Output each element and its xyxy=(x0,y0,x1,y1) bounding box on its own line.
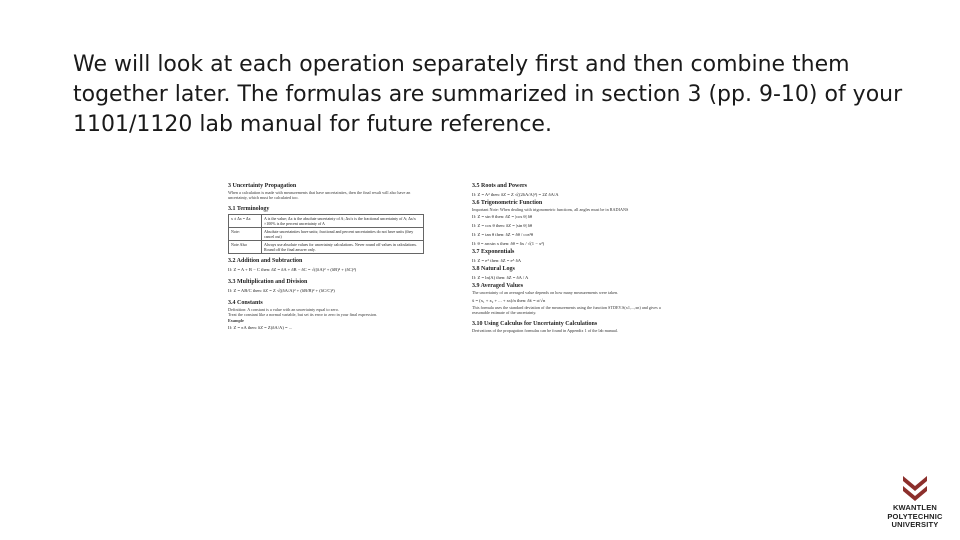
manual-page-right xyxy=(472,182,674,452)
terminology-table xyxy=(228,214,424,254)
kpu-logo xyxy=(880,470,950,534)
calculus-text: Derivations of the propagation formulas can be found in Appendix 1 of the lab manual. xyxy=(472,327,618,333)
constants-heading: 3.4 Constants xyxy=(228,299,263,306)
terminology-heading: 3.1 Terminology xyxy=(228,205,270,212)
table-cell: Always use absolute values for uncertainty calculations. Never round off values in calculations. Round off the final answer only. xyxy=(262,240,424,253)
trig-note: Important Note: When dealing with trigonometric functions, all angles must be in RADIANS xyxy=(472,207,629,212)
exponentials-heading: 3.7 Exponentials xyxy=(472,249,515,256)
table-cell: Note: xyxy=(229,227,262,240)
trig-formula: If: θ = arcsin x then: δθ = δx / √(1 − x²) xyxy=(472,241,545,247)
multiplication-heading: 3.3 Multiplication and Division xyxy=(228,278,308,285)
trig-heading: 3.6 Trigonometric Function xyxy=(472,200,543,206)
averaged-formula: x̄ = (x₁ + x₂ + ... + xₙ)/n then: δx̄ = σ/√n xyxy=(472,297,546,303)
table-row xyxy=(229,240,424,253)
averaged-heading: 3.9 Averaged Values xyxy=(472,283,524,290)
logo-line: UNIVERSITY xyxy=(891,520,939,529)
example-label: Example xyxy=(228,317,244,323)
table-cell: Note Also xyxy=(229,240,262,253)
calculus-heading: 3.10 Using Calculus for Uncertainty Calculations xyxy=(472,320,598,327)
multiplication-formula: If: Z = AB/C then: δZ = Z √((δA/A)² + (δB/B)² + (δC/C)²) xyxy=(228,287,335,293)
roots-heading: 3.5 Roots and Powers xyxy=(472,183,527,189)
table-cell: x ± Δx = Δx xyxy=(229,214,262,227)
averaged-text: This formula uses the standard deviation of the measurements using the function STDEV.S(x1,...,xn) and gives a reasonable estimate of the uncertainty. xyxy=(472,304,661,316)
kpu-logo-text xyxy=(880,504,950,530)
section-intro: When a calculation is made with measurements that have uncertainties, then the final result will also have an uncertainty, which must be calculated too. xyxy=(228,190,411,201)
constants-definition: Definition: A constant is a value with an uncertainty equal to zero. xyxy=(228,306,339,312)
trig-formula: If: Z = tan θ then: δZ = δθ / cos²θ xyxy=(472,232,534,238)
averaged-intro: The uncertainty of an averaged value depends on how many measurements were taken. xyxy=(472,290,619,296)
table-row xyxy=(229,214,424,227)
example-formula: If: Z = πA then: δZ = Z(δA/A) = ... xyxy=(228,325,293,331)
trig-formula: If: Z = sin θ then: δZ = |cos θ| δθ xyxy=(472,214,533,220)
table-cell: A is the value; Δx is the absolute uncertainty of A; Δx/x is the fractional uncertainty of A; Δx/x ×100% is the percent uncertainty of A xyxy=(262,214,424,227)
logo-line: POLYTECHNIC xyxy=(887,511,943,521)
logs-heading: 3.8 Natural Logs xyxy=(472,266,515,273)
kpu-logo-mark-icon xyxy=(880,470,950,504)
exponentials-formula: If: Z = eᴬ then: δZ = eᴬ δA xyxy=(472,258,522,264)
logo-line: KWANTLEN xyxy=(892,503,938,512)
manual-page-left xyxy=(228,182,424,452)
roots-formula: If: Z = A² then: δZ = Z √((2δA/A)²) = 2Z δA/A xyxy=(472,192,559,197)
constants-note: Treat the constant like a normal variable, but set its error to zero in your final expression. xyxy=(228,312,378,318)
table-row xyxy=(229,227,424,240)
trig-formula: If: Z = cos θ then: δZ = |sin θ| δθ xyxy=(472,223,533,229)
addition-formula: If: Z = A + B − C then: δZ = δA + δB − δC = √((δA)² + (δB)² + (δC)²) xyxy=(228,266,357,272)
slide-body-text: We will look at each operation separately first and then combine them together later. The formulas are summarized in section 3 (pp. 9-10) of your 1101/1120 lab manual for future reference. xyxy=(73,52,903,137)
section-title: 3 Uncertainty Propagation xyxy=(228,183,297,189)
logs-formula: If: Z = ln(A) then: δZ = δA / A xyxy=(472,275,529,281)
addition-heading: 3.2 Addition and Subtraction xyxy=(228,257,303,264)
table-cell: Absolute uncertainties have units; fractional and percent uncertainties do not have units (they cancel out) xyxy=(262,227,424,240)
